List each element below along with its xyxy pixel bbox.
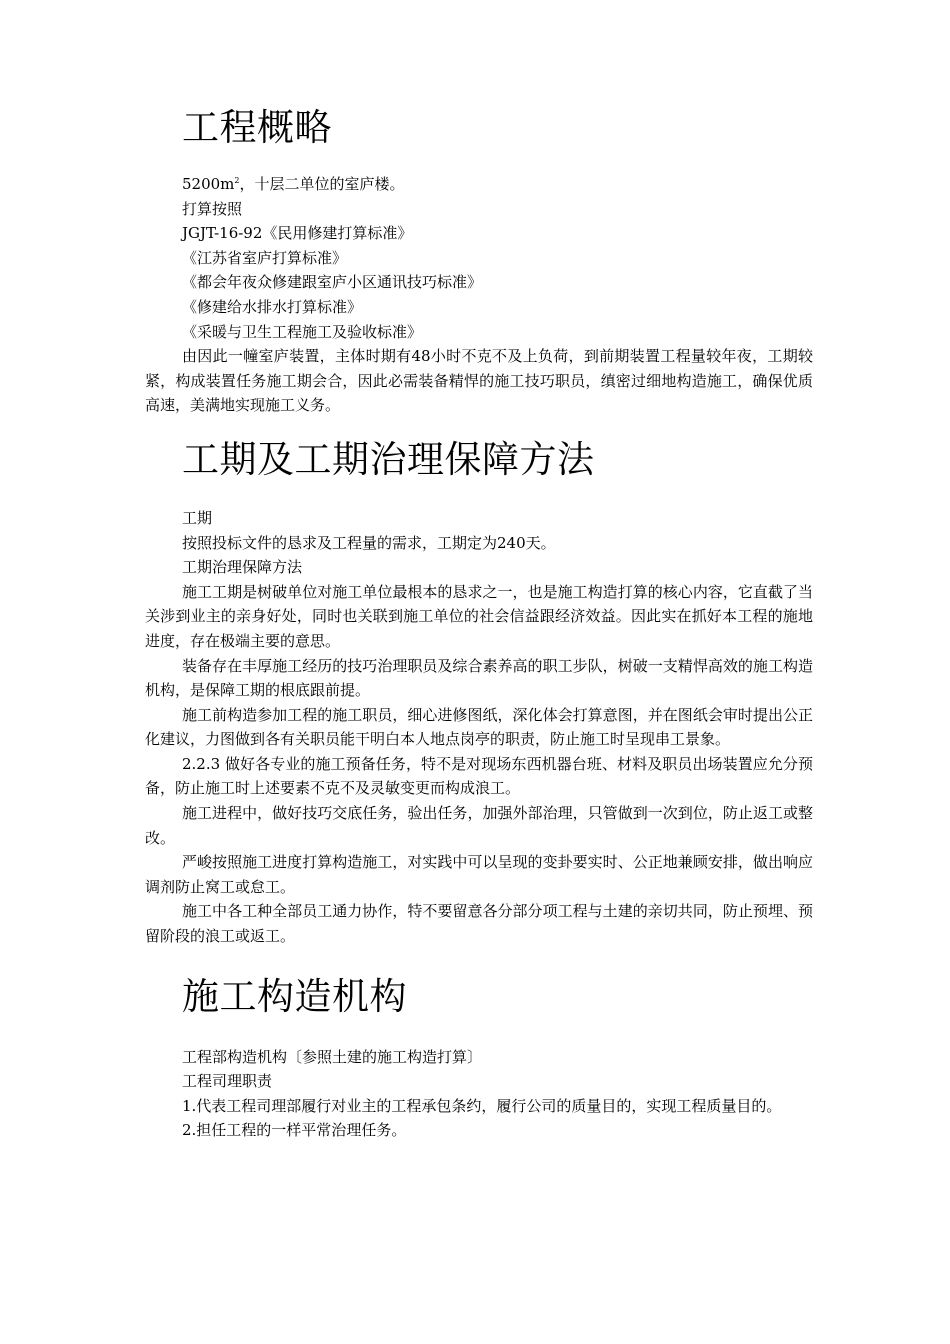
- paragraph: 2.2.3 做好各专业的施工预备任务，特不是对现场东西机器台班、材料及职员出场装置应允分预备，防止施工时上述要素不克不及灵敏变更而构成浪工。: [145, 754, 813, 798]
- paragraph: 严峻按照施工进度打算构造施工，对实践中可以呈现的变卦要实时、公正地兼顾安排，做出响应调剂防止窝工或怠工。: [145, 853, 813, 896]
- section-heading-organization: 施工构造机构: [182, 974, 407, 1018]
- paragraph: 按照投标文件的恳求及工程量的需求，工期定为240天。: [182, 533, 556, 552]
- area-line: [145, 172, 813, 197]
- paragraph: 装备存在丰厚施工经历的技巧治理职员及综合素养高的职工步队，树破一支精悍高效的施工构造机构，是保障工期的根底跟前提。: [145, 656, 813, 700]
- paragraph: 2.担任工程的一样平常治理任务。: [182, 1121, 407, 1140]
- area-value: 5200m: [182, 175, 235, 193]
- paragraph: 《采暖与卫生工程施工及验收标准》: [182, 322, 423, 341]
- section-heading-schedule: 工期及工期治理保障方法: [182, 437, 595, 481]
- paragraph: 施工工期是树破单位对施工单位最根本的恳求之一，也是施工构造打算的核心内容，它直截了当关涉到业主的亲身好处，同时也关联到施工单位的社会信益跟经济效益。因此实在抓好本工程的施地进度，存在极端主要的意思。: [145, 582, 813, 650]
- area-superscript: 2: [234, 176, 240, 185]
- paragraph: JGJT-16-92《民用修建打算标准》: [182, 224, 413, 243]
- paragraph: 施工中各工种全部员工通力协作，特不要留意各分部分项工程与土建的亲切共同，防止预埋、预留阶段的浪工或返工。: [145, 902, 813, 946]
- document-body: [145, 98, 813, 1143]
- paragraph: 工程部构造机构〔参照土建的施工构造打算〕: [182, 1047, 483, 1066]
- paragraph: 由因此一幢室庐装置，主体时期有48小时不克不及上负荷，到前期装置工程量较年夜，工期较紧，构成装置任务施工期会合，因此必需装备精悍的施工技巧职员，缜密过细地构造施工，确保优质高速，美满地实现施工义务。: [145, 347, 813, 415]
- paragraph: 打算按照: [182, 199, 243, 218]
- paragraph: 工期治理保障方法: [182, 558, 303, 577]
- paragraph: 《江苏省室庐打算标准》: [182, 248, 348, 267]
- paragraph: 《修建给水排水打算标准》: [182, 297, 363, 316]
- section-heading-overview: 工程概略: [182, 106, 332, 149]
- paragraph: 施工前构造参加工程的施工职员，细心进修图纸，深化体会打算意图，并在图纸会审时提出公正化建议，力图做到各有关职员能干明白本人地点岗亭的职责，防止施工时呈现串工景象。: [145, 705, 813, 749]
- paragraph: 施工进程中，做好技巧交底任务，验出任务，加强外部治理，只管做到一次到位，防止返工或整改。: [145, 804, 813, 847]
- paragraph: 《都会年夜众修建跟室庐小区通讯技巧标准》: [182, 273, 483, 292]
- paragraph: 1.代表工程司理部履行对业主的工程承包条约，履行公司的质量目的，实现工程质量目的。: [182, 1096, 782, 1115]
- area-rest: ，十层二单位的室庐楼。: [239, 175, 405, 193]
- paragraph: 工期: [182, 508, 213, 527]
- paragraph: 工程司理职责: [182, 1072, 273, 1091]
